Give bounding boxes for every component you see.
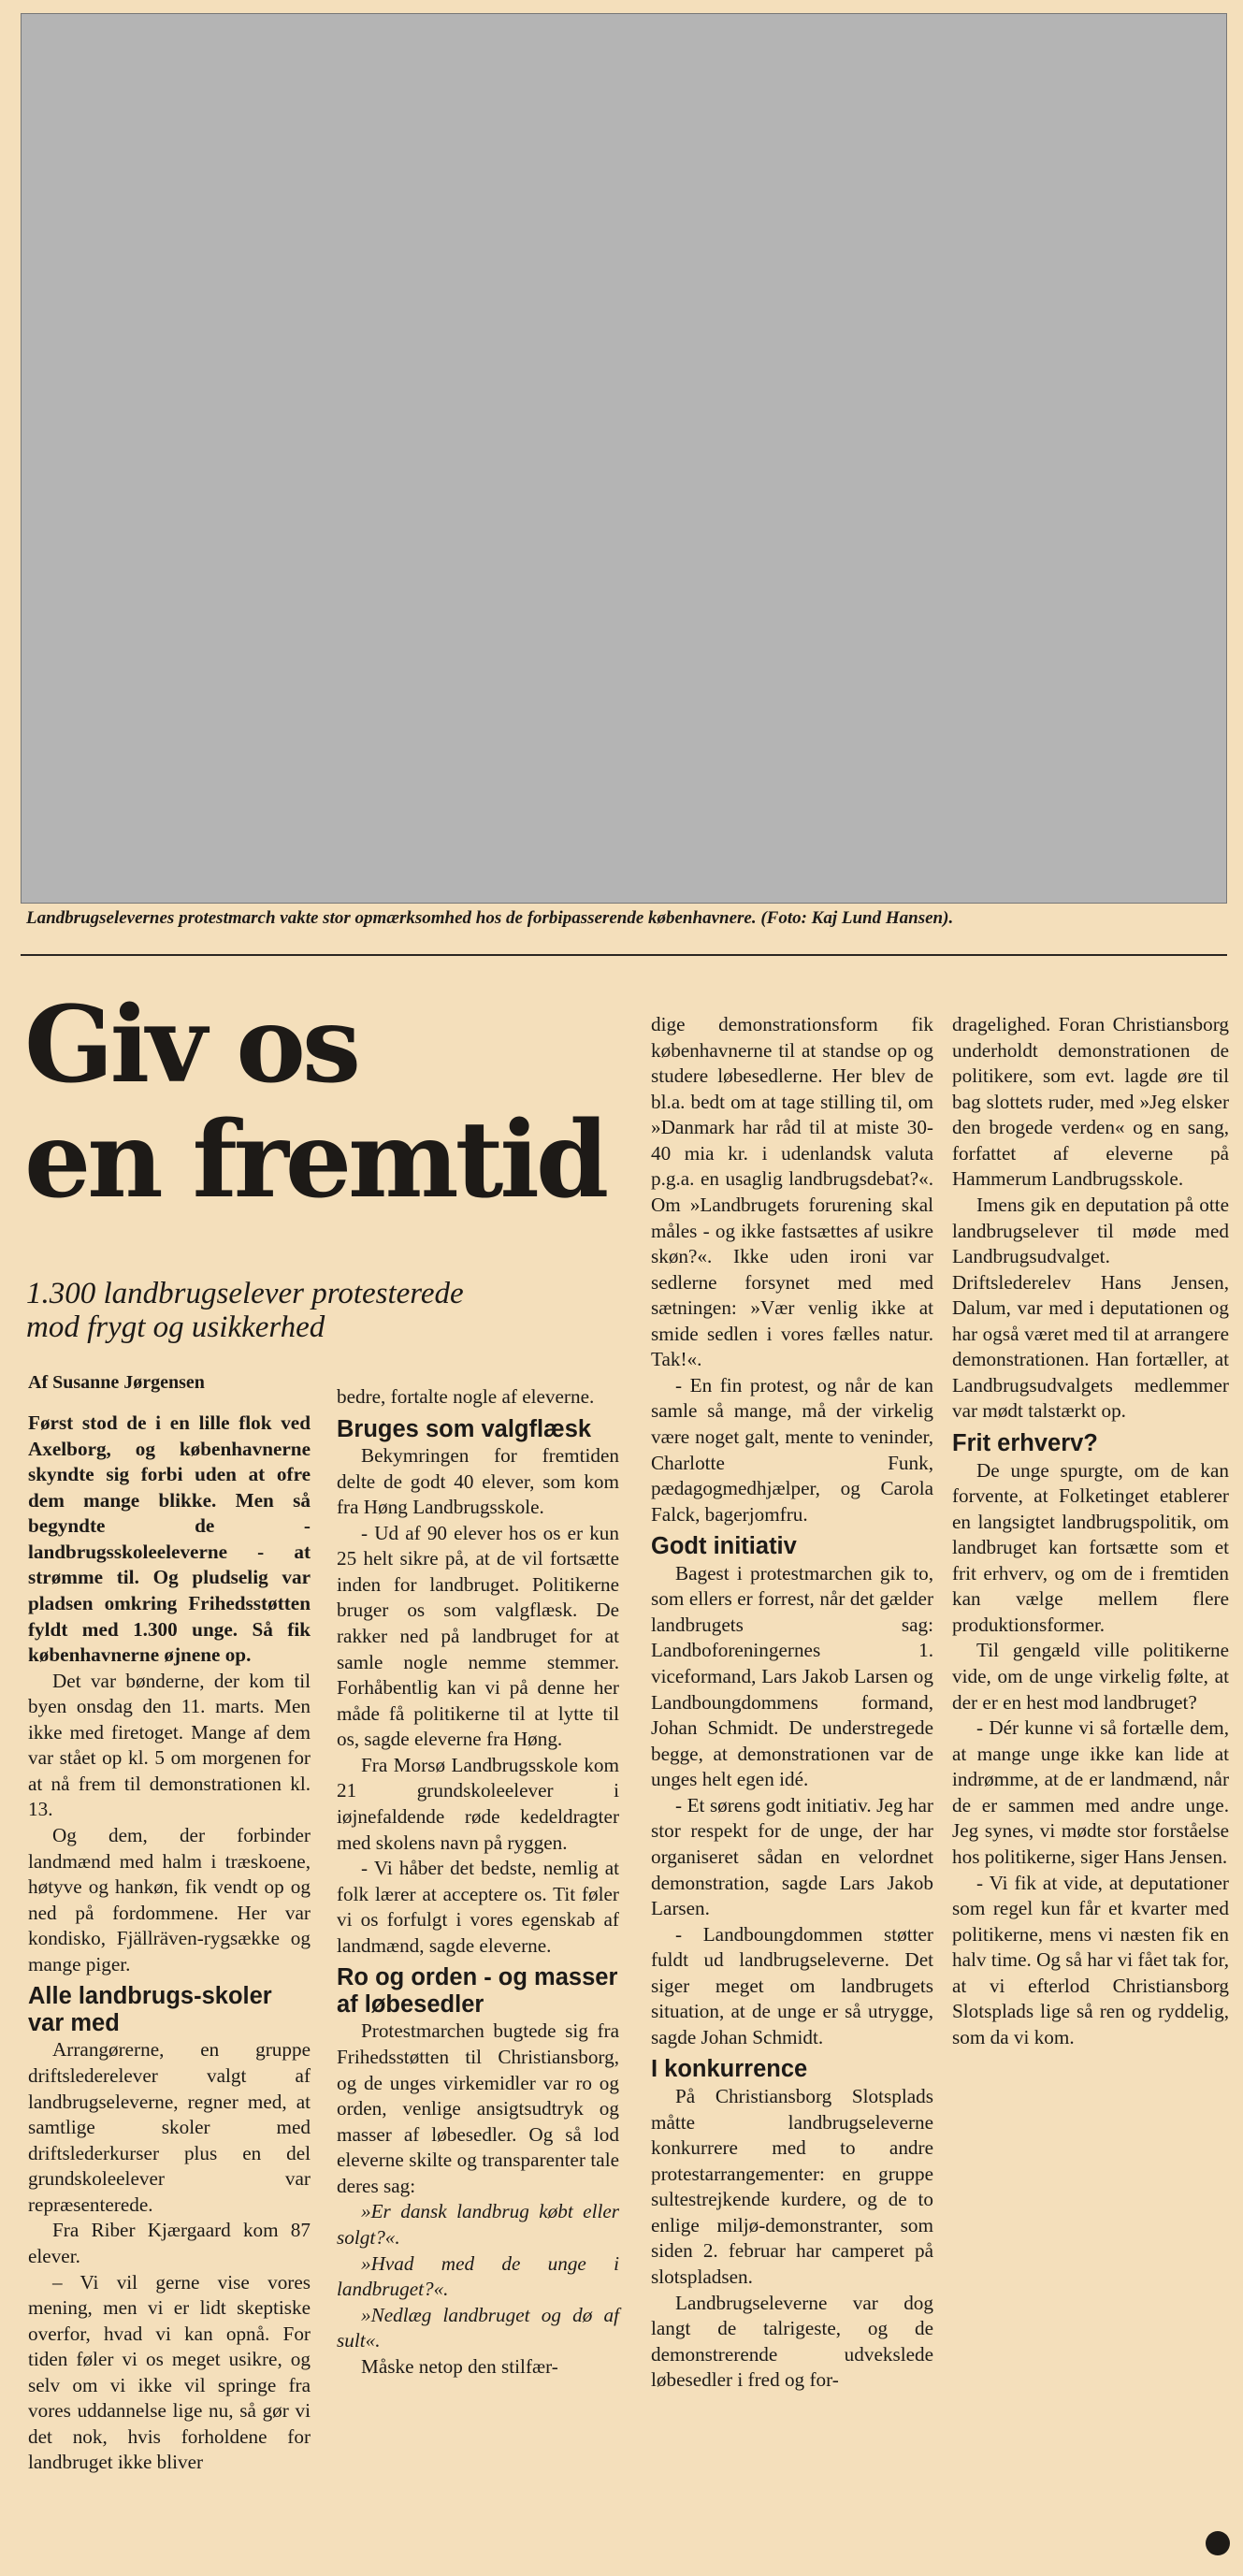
subheading: Ro og orden - og masser af løbesedler (337, 1964, 618, 2018)
paragraph: Protestmarchen bugtede sig fra Frihedsstøtten til Christiansborg, og de unges virkemidler var ro og orden, venlige ansigtsudtryk og masser af løbesedler. Og så lod eleverne skilte og transparenter tale deres sag: (337, 2019, 619, 2197)
paragraph: Til gengæld ville politikerne vide, om de unge virkelig følte, at der er en hest mod landbruget? (952, 1639, 1229, 1714)
paragraph: - Et sørens godt initiativ. Jeg har stor respekt for de unge, der har organiseret sådan en velordnet demonstration, sagde Lars Jakob Larsen. (651, 1793, 933, 1920)
paragraph: Arrangørerne, en gruppe driftslederelever valgt af landbrugseleverne, regner med, at samtlige skoler med driftslederkurser plus en del grundskoleelever var repræsenterede. (28, 2038, 311, 2216)
photo-caption: Landbrugselevernes protestmarch vakte stor opmærksomhed hos de forbipasserende københavnere. (Foto: Kaj Lund Hansen). (26, 908, 954, 928)
paragraph: dige demonstrationsform fik københavnerne til at standse op og studere løbesedlerne. Her blev de bl.a. bedt om at tage stilling til, om »Danmark har råd til at miste 30-40 mia kr. i udenlandsk valuta p.g.a. en usaglig landbrugsdebat?«. Om »Landbrugets forurening skal måles - og ikke fastsættes af usikre skøn?«. Ikke uden ironi var sedlerne forsynet med med sætningen: »Vær venlig ikke at smide sedlen i vores fælles natur. Tak!«. (651, 1013, 933, 1371)
paragraph: - Dér kunne vi så fortælle dem, at mange unge ikke kan lide at indrømme, at de er landmænd, når de er sammen med andre unge. Jeg synes, vi mødte stor forståelse hos politikerne, siger Hans Jensen. (952, 1716, 1229, 1868)
paragraph: Imens gik en deputation på otte landbrugselever til møde med Landbrugsudvalget. Driftslederelev Hans Jensen, Dalum, var med i deputationen og har også været med til at arrangere demonstrationen. Han fortæller, at Landbrugsudvalgets medlemmer var mødt talstærkt op. (952, 1193, 1229, 1423)
paragraph: – Vi vil gerne vise vores mening, men vi er lidt skeptiske overfor, hvad vi kan opnå. For tiden føler vi os meget usikre, og selv om vi ikke vil springe fra vores uddannelse lige nu, så gør vi det nok, hvis forholdene for landbruget ikke bliver (28, 2270, 311, 2474)
paragraph: - Ud af 90 elever hos os er kun 25 helt sikre på, at de vil fortsætte inden for landbruget. Politikerne bruger os som valgflæsk. De rakker ned på landbruget for at samle nogle nemme stemmer. Forhåbentlig kan vi på denne her måde få politikerne til at lytte til os, sagde eleverne fra Høng. (337, 1521, 619, 1751)
protest-photo (21, 13, 1227, 904)
paragraph: Fra Morsø Landbrugsskole kom 21 grundskoleelever i iøjnefaldende røde kedeldragter med skolens navn på ryggen. (337, 1753, 619, 1854)
paragraph: - Vi håber det bedste, nemlig at folk lærer at acceptere os. Tit føler vi os forfulgt i vores egenskab af landmænd, sagde eleverne. (337, 1857, 619, 1957)
quote: »Nedlæg landbruget og dø af sult«. (337, 2303, 619, 2352)
paragraph: - Landboungdommen støtter fuldt ud landbrugseleverne. Det siger meget om landbrugets situation, at de unge er så utrygge, sagde Johan Schmidt. (651, 1922, 933, 2048)
subheadline-line-1: 1.300 landbrugselever protesterede (26, 1277, 464, 1310)
article-column-4 (952, 1012, 1229, 2050)
subheading: I konkurrence (651, 2056, 808, 2083)
paragraph: Landbrugseleverne var dog langt de talrigeste, og de demonstrerende udvekslede løbesedler i fred og for- (651, 2291, 933, 2392)
paragraph: Fra Riber Kjærgaard kom 87 elever. (28, 2219, 311, 2267)
subheadline (26, 1277, 550, 1345)
subheading: Godt initiativ (651, 1533, 797, 1560)
headline (24, 984, 623, 1223)
headline-line-1: Giv os (24, 984, 358, 1107)
subheading: Alle landbrugs-skoler var med (28, 1983, 272, 2036)
article-column-3 (651, 1012, 933, 2394)
article-column-1 (28, 1411, 311, 2476)
end-mark-icon (1206, 2531, 1230, 2555)
paragraph: På Christiansborg Slotsplads måtte landbrugseleverne konkurrere med to andre protestarrangementer: en gruppe sultestrejkende kurdere, og de to enlige miljø-demonstranter, som siden 2. februar har camperet på slotspladsen. (651, 2085, 933, 2288)
quote: »Hvad med de unge i landbruget?«. (337, 2251, 619, 2301)
subheadline-line-2: mod frygt og usikkerhed (26, 1310, 325, 1345)
lead-paragraph: Først stod de i en lille flok ved Axelborg, og københavnerne skyndte sig forbi uden at ofre dem mange blikke. Men så begyndte de - landbrugsskoleeleverne - at strømme til. Og pludselig var pladsen omkring Frihedsstøtten fyldt med 1.300 unge. Så fik københavnerne øjnene op. (28, 1411, 311, 1667)
paragraph: Det var bønderne, der kom til byen onsdag den 11. marts. Men ikke med firetoget. Mange af dem var stået op kl. 5 om morgenen for at nå frem til demonstrationen kl. 13. (28, 1669, 311, 1821)
headline-line-2: en fremtid (24, 1099, 606, 1223)
paragraph: De unge spurgte, om de kan forvente, at Folketinget etablerer en langsigtet landbrugspolitik, om landbruget kan fortsætte som et frit erhverv, og om de i fremtiden kan vælge mellem flere produktionsformer. (952, 1458, 1229, 1636)
paragraph: Bekymringen for fremtiden delte de godt 40 elever, som kom fra Høng Landbrugsskole. (337, 1444, 619, 1519)
article-column-2 (337, 1384, 619, 2380)
byline: Af Susanne Jørgensen (28, 1372, 205, 1393)
paragraph: - Vi fik at vide, at deputationer som regel kun får et kvarter med politikerne, mens vi næsten fik en halv time. Og så har vi fået tak for, at vi efterlod Christiansborg Slotsplads lige så ren og ryddelig, som da vi kom. (952, 1871, 1229, 2048)
paragraph: dragelighed. Foran Christiansborg underholdt demonstrationen de politikere, som evt. lagde øre til bag slottets ruder, med »Jeg elsker den brogede verden« og en sang, forfattet af eleverne på Hammerum Landbrugsskole. (952, 1013, 1229, 1191)
quote: »Er dansk landbrug købt eller solgt?«. (337, 2200, 619, 2249)
divider (21, 954, 1227, 956)
subheading: Frit erhverv? (952, 1430, 1098, 1456)
paragraph: bedre, fortalte nogle af eleverne. (337, 1385, 595, 1408)
paragraph: Bagest i protestmarchen gik to, som ellers er forrest, når det gælder landbrugets sag: Landboforeningernes 1. viceformand, Lars Jakob Larsen og Landboungdommens formand, Johan Schmidt. De understregede begge, at demonstrationen var de unges helt egen idé. (651, 1561, 933, 1791)
subheading: Bruges som valgflæsk (337, 1415, 592, 1442)
paragraph: - En fin protest, og når de kan samle så mange, må der virkelig være noget galt, mente to veninder, Charlotte Funk, pædagogmedhjælper, og Carola Falck, bagerjomfru. (651, 1373, 933, 1526)
paragraph: Og dem, der forbinder landmænd med halm i træskoene, høtyve og hankøn, fik vendt op og ned på fordommene. Her var kondisko, Fjällräven-rygsække og mange piger. (28, 1824, 311, 1975)
paragraph: Måske netop den stilfær- (361, 2354, 558, 2378)
